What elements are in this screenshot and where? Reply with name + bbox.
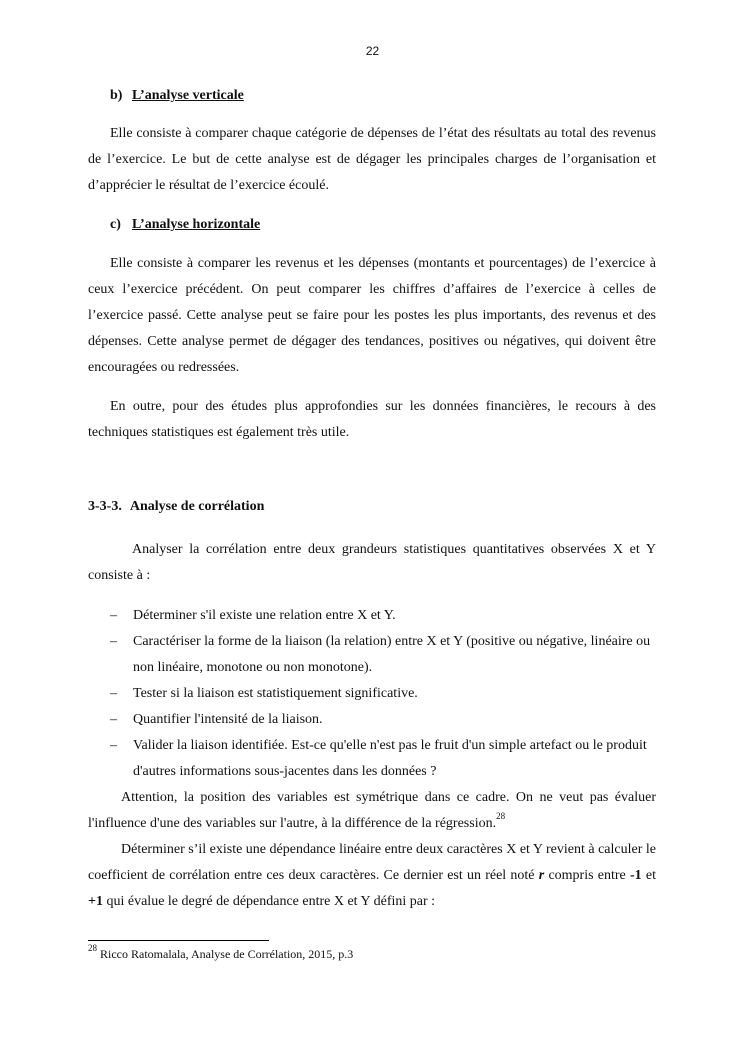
- dash-bullet: –: [110, 686, 117, 701]
- page-number: 22: [365, 44, 380, 58]
- section-b-label: b): [110, 88, 123, 103]
- section-333-title: Analyse de corrélation: [129, 499, 265, 514]
- section-c-title: L’analyse horizontale: [132, 217, 261, 232]
- section-333-number: 3-3-3.: [88, 499, 122, 514]
- section-b-paragraph: Elle consiste à comparer chaque catégorie de dépenses de l’état des résultats au total des revenus de l’exercice. Le but de cette analyse est de dégager les principales charges de l’organisation et d’apprécier le résultat de l’exercice écoulé.: [88, 126, 656, 193]
- r-symbol: r: [538, 868, 545, 883]
- dash-bullet: –: [110, 608, 117, 623]
- footnote-reference[interactable]: 28: [496, 811, 506, 822]
- section-b-heading: [110, 88, 244, 104]
- section-c-paragraph: Elle consiste à comparer les revenus et les dépenses (montants et pourcentages) de l’exercice à ceux l’exercice précédent. On peut comparer les chiffres d’affaires de l’exercice à celles de l’exercice passé. Cette analyse peut se faire pour les postes les plus importants, des revenus et des dépenses. Cette analyse permet de dégager des tendances, positives ou négatives, qui doivent être encouragées ou redressées.: [88, 256, 656, 375]
- list-item: – Quantifier l'intensité de la liaison.: [88, 707, 656, 733]
- footnote-text: Ricco Ratomalala, Analyse de Corrélation, 2015, p.3: [97, 947, 354, 961]
- dash-bullet: –: [110, 738, 117, 753]
- section-333-heading: [88, 499, 264, 515]
- footnote: [88, 943, 354, 962]
- section-333-intro: Analyser la corrélation entre deux grandeurs statistiques quantitatives observées X et Y consiste à :: [88, 542, 656, 583]
- footnote-marker: 28: [88, 943, 97, 953]
- dash-bullet: –: [110, 634, 117, 649]
- determine-paragraph: Déterminer s’il existe une dépendance linéaire entre deux caractères X et Y revient à calculer le coefficient de corrélation entre ces deux caractères. Ce dernier est un réel noté r compris entre -1 et +1 qui évalue le degré de dépendance entre X et Y défini par :: [88, 842, 657, 909]
- outro-paragraph: En outre, pour des études plus approfondies sur les données financières, le recours à des techniques statistiques est également très utile.: [88, 399, 656, 440]
- list-item: – Déterminer s'il existe une relation entre X et Y.: [88, 603, 656, 629]
- list-item: – Caractériser la forme de la liaison (la relation) entre X et Y (positive ou négative, linéaire ou non linéaire, monotone ou non monotone).: [88, 629, 656, 681]
- plus-one: +1: [88, 894, 103, 909]
- attention-paragraph: Attention, la position des variables est symétrique dans ce cadre. On ne veut pas évaluer l'influence d'une des variables sur l'autre, à la différence de la régression.$^{28}$: [88, 790, 656, 831]
- section-c-heading: [110, 217, 260, 233]
- list-item: – Tester si la liaison est statistiquement significative.: [88, 681, 656, 707]
- footnote-separator: [88, 940, 269, 941]
- section-c-label: c): [110, 217, 121, 232]
- dash-bullet: –: [110, 712, 117, 727]
- criteria-list: [88, 603, 656, 785]
- list-item: – Valider la liaison identifiée. Est-ce qu'elle n'est pas le fruit d'un simple artefact ou le produit d'autres informations sous-jacentes dans les données ?: [88, 733, 656, 785]
- minus-one: -1: [630, 868, 642, 883]
- section-b-title: L’analyse verticale: [132, 88, 244, 103]
